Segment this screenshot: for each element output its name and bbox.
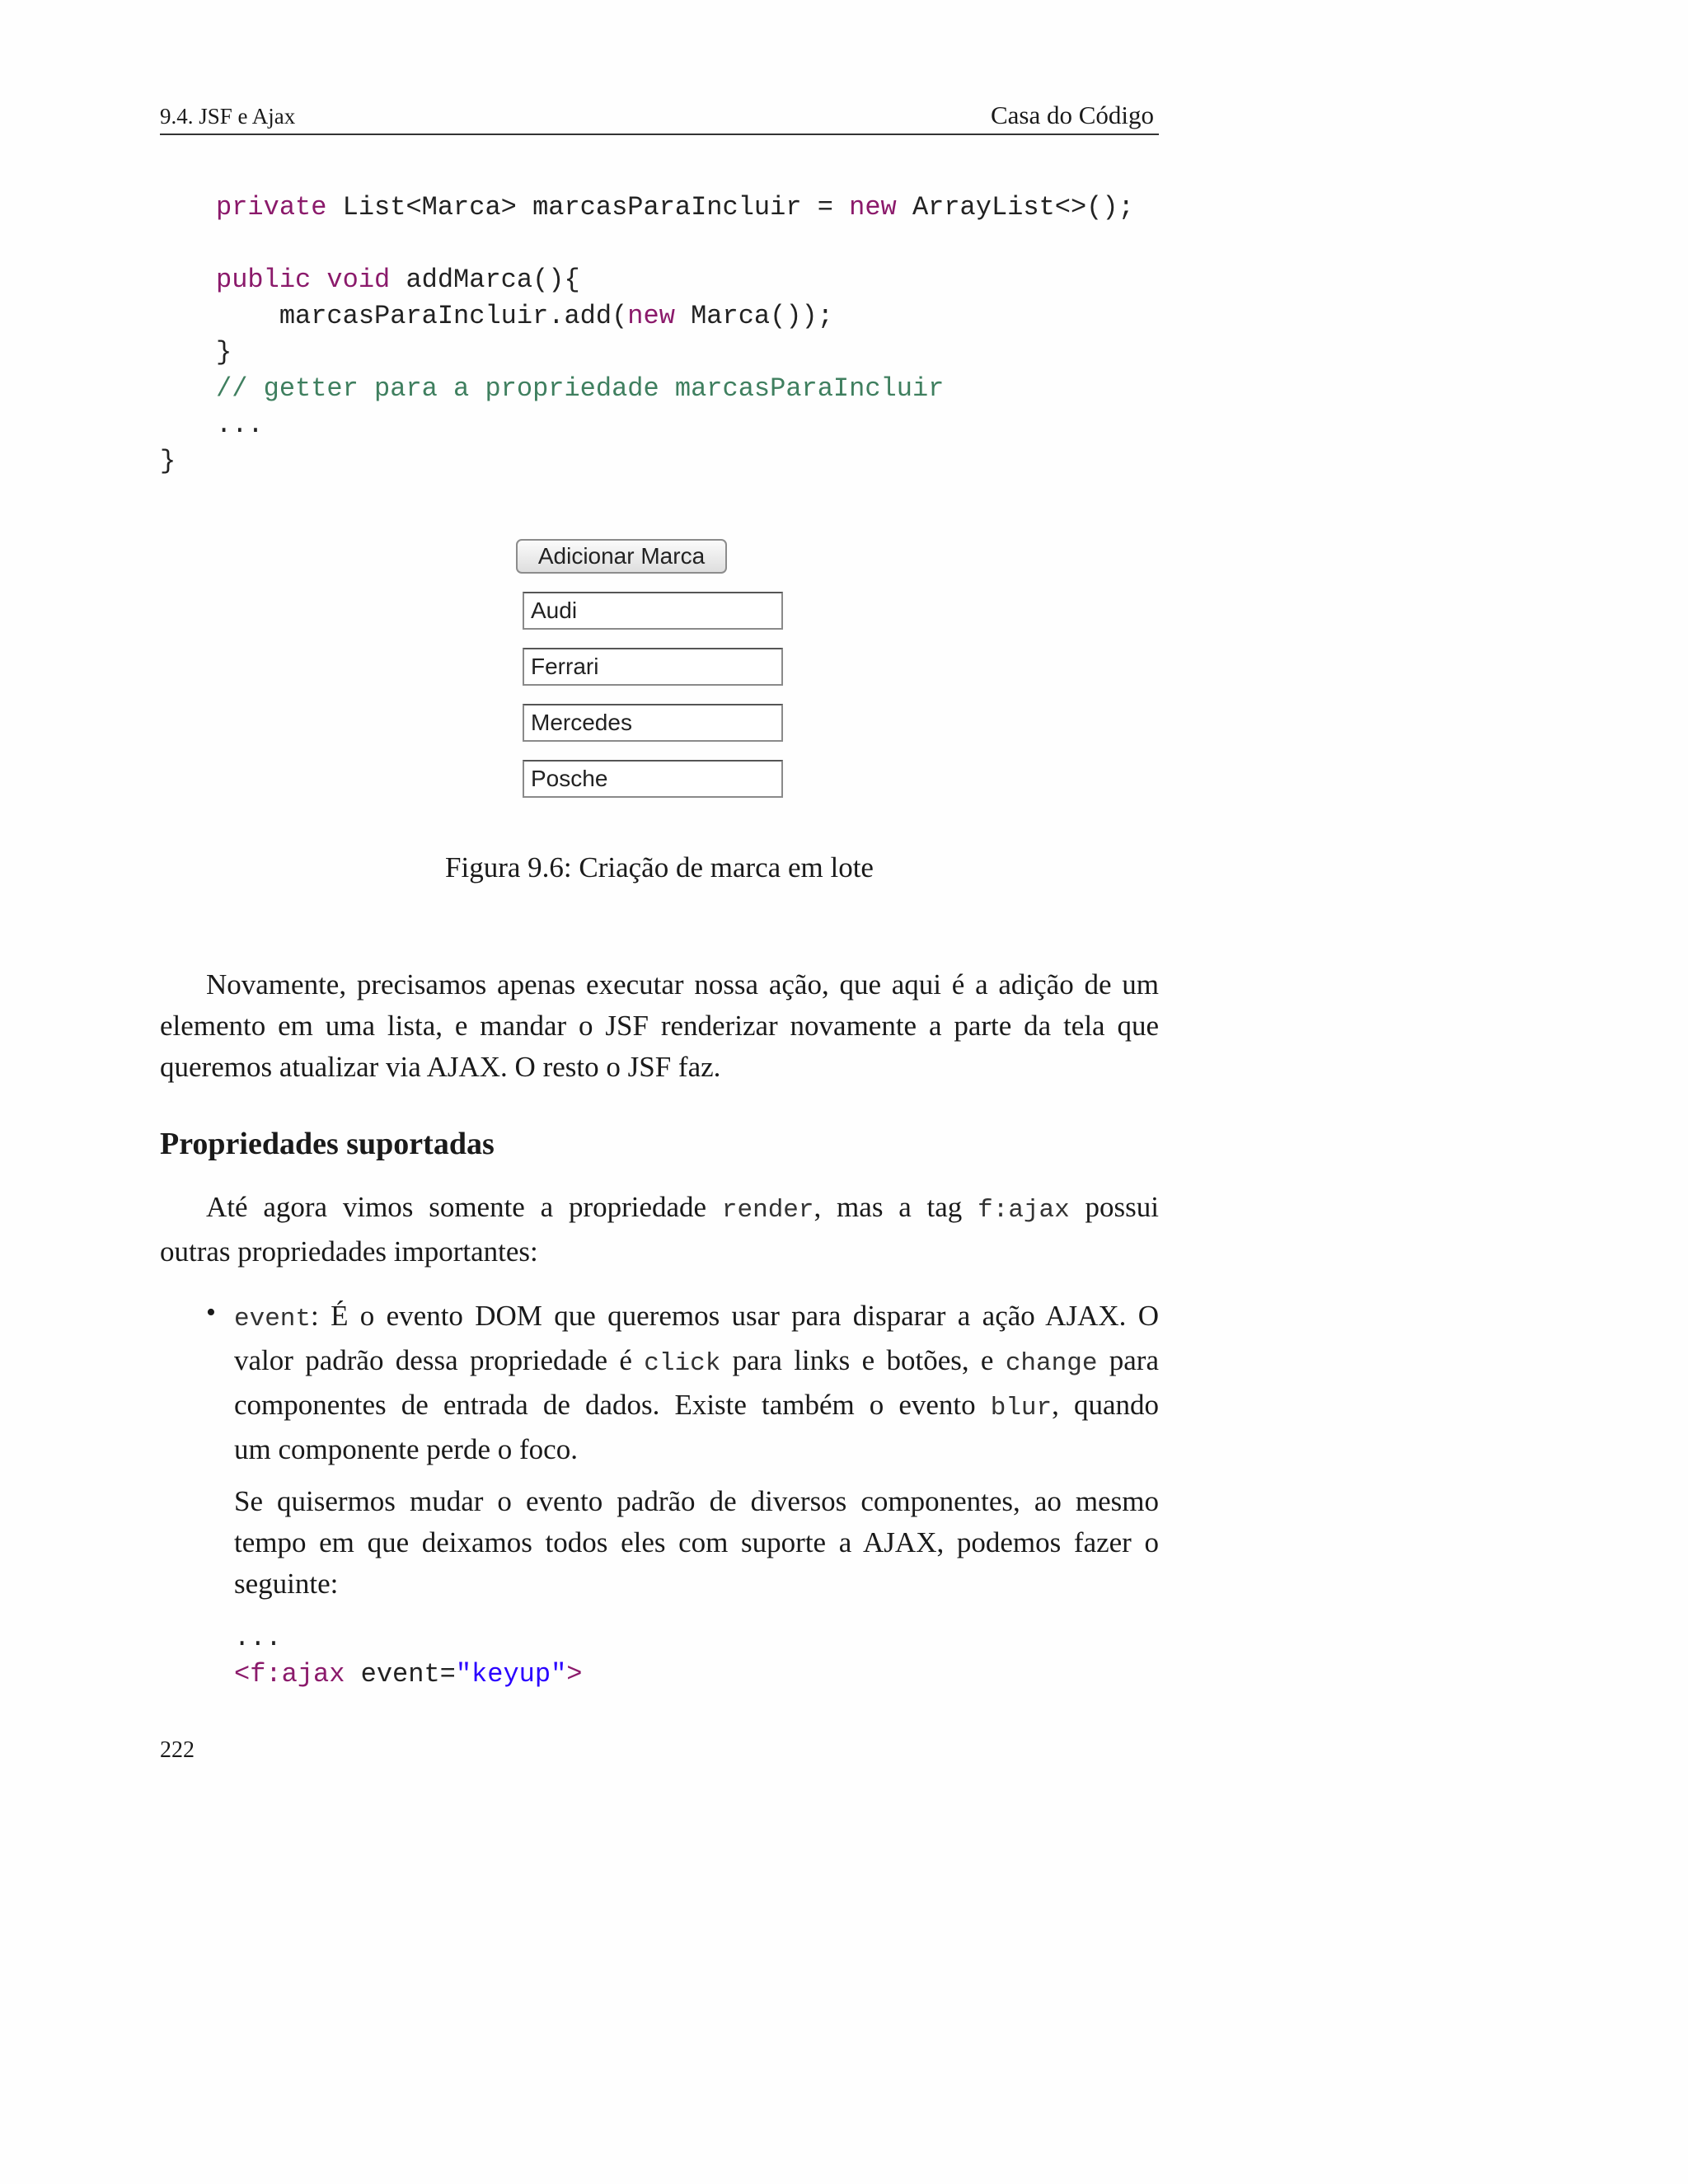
running-header xyxy=(160,101,1159,135)
inline-code: click xyxy=(644,1349,721,1378)
brand-input-2[interactable]: Ferrari xyxy=(523,648,783,686)
figure-screenshot xyxy=(516,537,788,809)
inline-code: f:ajax xyxy=(978,1196,1070,1225)
bullet-item-event: event: É o evento DOM que queremos usar para disparar a ação AJAX. O valor padrão dessa propriedade é click para links e botões, e change para componentes de entrada de dados. Existe também o evento blur, quando um componente perde o foco. Se quisermos mudar o evento padrão de diversos componentes, ao mesmo tempo em que deixamos todos eles com suporte a AJAX, podemos fazer o seguinte: xyxy=(234,1300,1159,1600)
paragraph-2: Até agora vimos somente a propriedade render, mas a tag f:ajax possui outras propriedades importantes: xyxy=(160,1191,1159,1268)
paragraph-1 xyxy=(160,964,1159,1088)
code-block-xml: ... <f:ajax event="keyup"> xyxy=(234,1623,583,1690)
paragraph-1-line: Novamente, precisamos apenas executar nossa ação, que aqui é a adição de um xyxy=(206,968,1159,1001)
inline-code: blur xyxy=(990,1394,1053,1422)
inline-code: event xyxy=(234,1305,312,1333)
inline-code: render xyxy=(721,1196,814,1225)
brand-input-1[interactable]: Audi xyxy=(523,592,783,630)
section-heading: Propriedades suportadas xyxy=(160,1127,495,1161)
paragraph-1-line: elemento em uma lista, e mandar o JSF renderizar novamente a parte da tela que xyxy=(160,1010,1159,1042)
add-brand-button[interactable]: Adicionar Marca xyxy=(516,539,727,574)
page-number: 222 xyxy=(160,1737,195,1763)
paragraph-1-line: queremos atualizar via AJAX. O resto o JSF faz. xyxy=(160,1051,721,1083)
book-title: Casa do Código xyxy=(990,101,1154,129)
inline-code: change xyxy=(1005,1349,1098,1378)
code-closing-brace: } xyxy=(160,446,176,476)
code-block-java: private List<Marca> marcasParaIncluir = new ArrayList<>(); public void addMarca(){ marcasParaIncluir.add(new Marca()); } // getter para a propriedade marcasParaIncluir ... xyxy=(216,192,1134,440)
brand-input-3[interactable]: Mercedes xyxy=(523,704,783,742)
bullet-marker: • xyxy=(206,1297,216,1328)
figure-caption: Figura 9.6: Criação de marca em lote xyxy=(445,851,874,883)
section-label: 9.4. JSF e Ajax xyxy=(160,104,296,129)
brand-input-4[interactable]: Posche xyxy=(523,760,783,798)
